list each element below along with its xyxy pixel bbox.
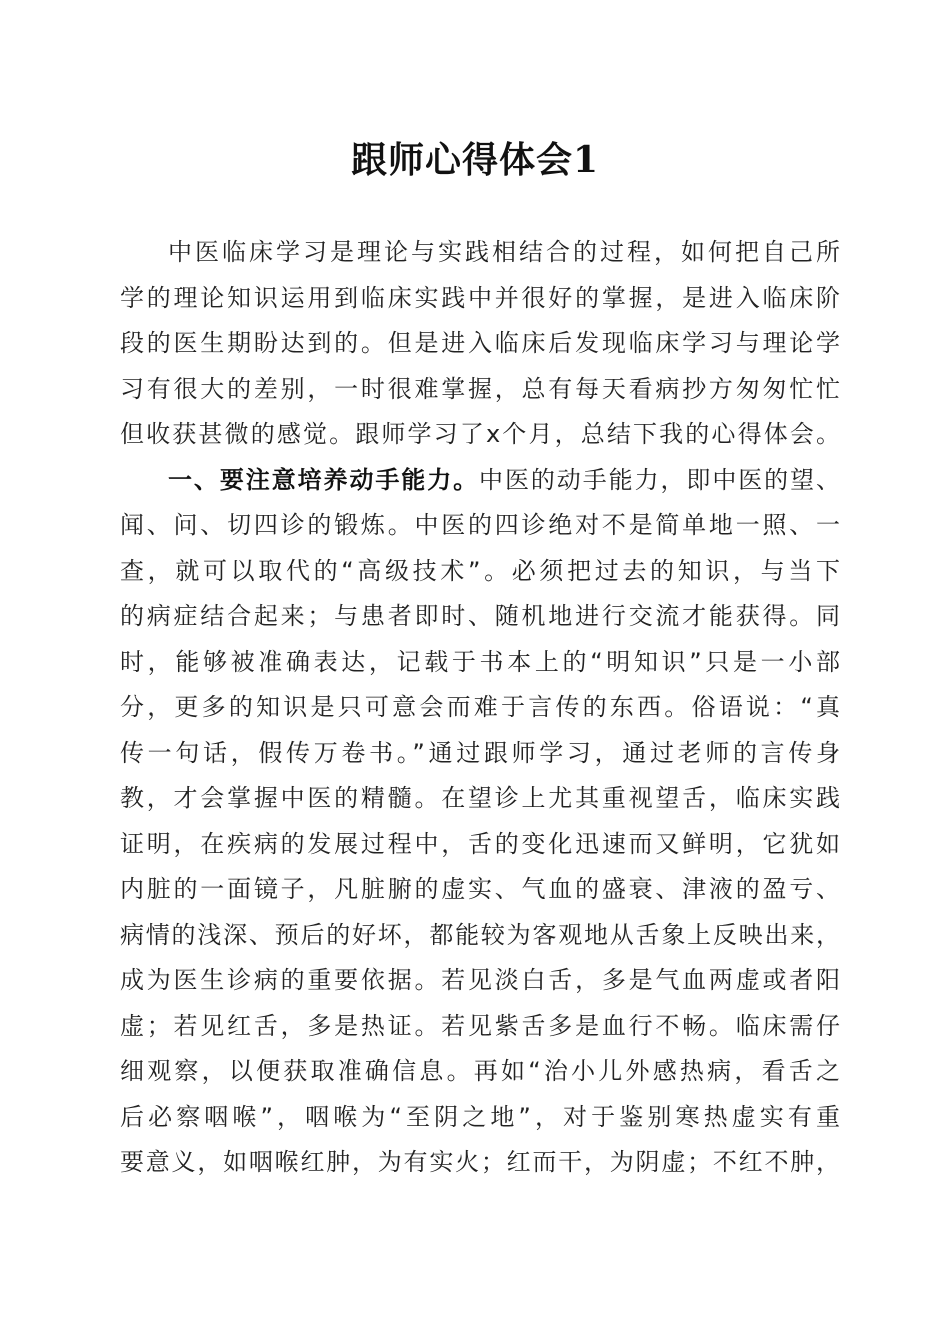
text-line: 的病症结合起来；与患者即时、随机地进行交流才能获得。同 (120, 602, 840, 630)
text-line: 细观察，以便获取准确信息。再如“治小儿外感热病，看舌之 (120, 1057, 840, 1085)
text-line-with-heading (120, 458, 840, 504)
text-line: 时，能够被准确表达，记载于书本上的“明知识”只是一小部 (120, 647, 840, 676)
text-line: 内脏的一面镜子，凡脏腑的虚实、气血的盛衰、津液的盈亏、 (120, 875, 840, 903)
text-line: 查，就可以取代的“高级技术”。必须把过去的知识，与当下 (120, 556, 840, 585)
text-line: 学的理论知识运用到临床实践中并很好的掌握，是进入临床阶 (120, 283, 840, 312)
text-line: 病情的浅深、预后的好坏，都能较为客观地从舌象上反映出来， (120, 920, 840, 949)
text-line: 段的医生期盼达到的。但是进入临床后发现临床学习与理论学 (120, 329, 840, 357)
text-line: 闻、问、切四诊的锻炼。中医的四诊绝对不是简单地一照、一 (120, 511, 840, 539)
text-line: 虚；若见红舌，多是热证。若见紫舌多是血行不畅。临床需仔 (120, 1011, 840, 1040)
text-line: 分，更多的知识是只可意会而难于言传的东西。俗语说：“真 (120, 693, 840, 721)
paragraph-2 (120, 458, 840, 1186)
document-title: 跟师心得体会1 (350, 139, 600, 181)
section-heading: 一、要注意培养动手能力。 (168, 465, 480, 494)
text-line: 习有很大的差别，一时很难掌握，总有每天看病抄方匆匆忙忙 (120, 374, 840, 403)
text-line: 后必察咽喉”，咽喉为“至阴之地”，对于鉴别寒热虚实有重 (120, 1102, 840, 1131)
paragraph-1 (120, 230, 840, 458)
text-line: 传一句话，假传万卷书。”通过跟师学习，通过老师的言传身 (120, 738, 840, 767)
document-body (120, 230, 840, 1186)
text-line: 中医临床学习是理论与实践相结合的过程，如何把自己所 (168, 238, 840, 266)
text-line: 要意义，如咽喉红肿，为有实火；红而干，为阴虚；不红不肿， (120, 1148, 840, 1176)
text-span: 中医的动手能力，即中医的望、 (479, 465, 841, 494)
text-line: 证明，在疾病的发展过程中，舌的变化迅速而又鲜明，它犹如 (120, 829, 840, 858)
text-line: 但收获甚微的感觉。跟师学习了x个月，总结下我的心得体会。 (120, 420, 840, 448)
text-line: 成为医生诊病的重要依据。若见淡白舌，多是气血两虚或者阳 (120, 966, 840, 994)
text-line: 教，才会掌握中医的精髓。在望诊上尤其重视望舌，临床实践 (120, 784, 840, 812)
